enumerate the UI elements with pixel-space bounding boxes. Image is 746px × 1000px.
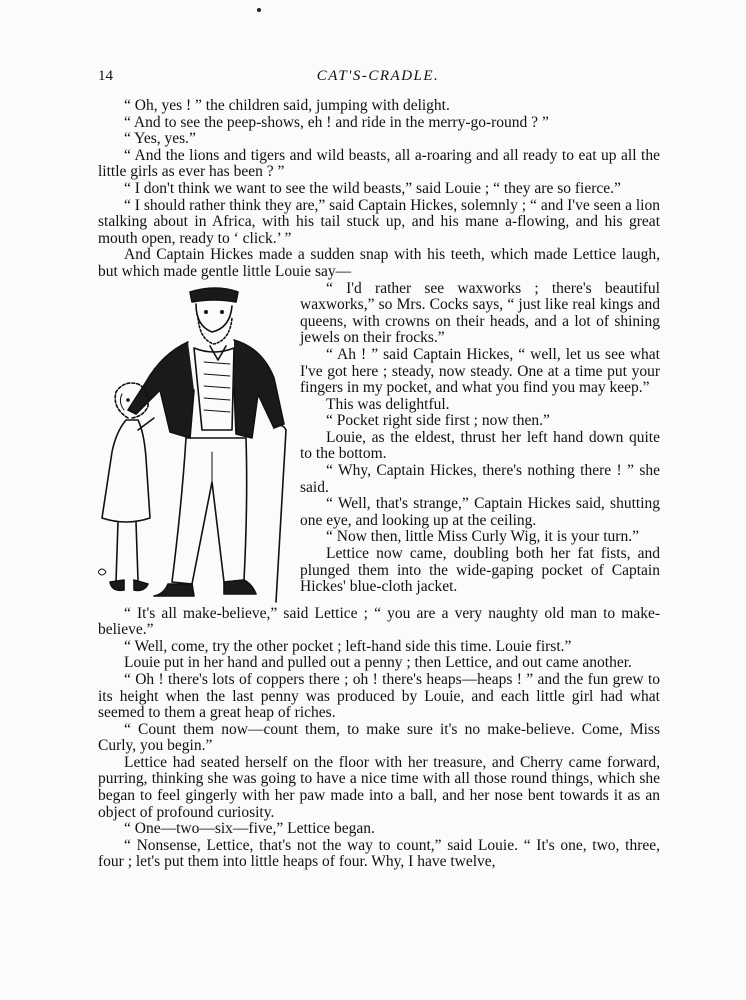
paragraph: “ Yes, yes.” [124,130,196,148]
paragraph: “ Pocket right side first ; now then.” [326,412,550,430]
paragraph: “ And to see the peep-shows, eh ! and ride in the merry-go-round ? ” [124,113,549,131]
paragraph: This was delightful. [326,395,450,413]
body-text [98,98,660,871]
paragraph: Louie, as the eldest, thrust her left hand down quite to the bottom. [300,428,660,463]
paragraph: “ Nonsense, Lettice, that's not the way to count,” said Louie. “ It's one, two, three, four ; let's put them into little heaps of four. Why, I have twelve, [98,836,660,871]
paragraph: “ Why, Captain Hickes, there's nothing there ! ” she said. [300,462,660,496]
running-title: CAT'S-CRADLE. [316,68,440,84]
paragraph: “ And the lions and tigers and wild beasts, all a-roaring and all ready to eat up all the little girls as ever has been ? ” [98,146,660,181]
paragraph: “ Count them now—count them, to make sure it's no make-believe. Come, Miss Curly, you begin.” [98,720,660,755]
page-header [98,68,658,88]
paragraph: Louie put in her hand and pulled out a penny ; then Lettice, and out came another. [124,654,632,672]
paragraph: Lettice had seated herself on the floor with her treasure, and Cherry came forward, purring, thinking she was going to have a nice time with all those round things, which she began to feel gingerly with her paw made into a ball, and her nose bent towards it as an object of profound curiosity. [98,753,660,821]
illustration-captain-and-child [98,282,296,606]
paragraph: And Captain Hickes made a sudden snap with his teeth, which made Lettice laugh, but which made gentle little Louie say— [98,246,660,280]
page-number: 14 [98,68,113,84]
paragraph: “ I should rather think they are,” said Captain Hickes, solemnly ; “ and I've seen a lion stalking about in Africa, with his tail stuck up, and his mane a-flowing, and his great mouth open, ready to ‘ click.’ ” [98,196,660,247]
paragraph: “ I don't think we want to see the wild beasts,” said Louie ; “ they are so fierce.” [124,179,621,197]
paragraph: Lettice now came, doubling both her fat fists, and plunged them into the wide-gaping pocket of Captain Hickes' blue-cloth jacket. [300,545,660,596]
paragraph: “ It's all make-believe,” said Lettice ; “ you are a very naughty old man to make-believe.” [98,604,660,639]
paragraph: “ Oh, yes ! ” the children said, jumping with delight. [124,97,450,114]
paragraph: “ Well, that's strange,” Captain Hickes said, shutting one eye, and looking up at the ceiling. [300,495,660,529]
paragraph: “ Well, come, try the other pocket ; left-hand side this time. Louie first.” [124,637,572,655]
paragraph: “ Oh ! there's lots of coppers there ; oh ! there's heaps—heaps ! ” and the fun grew to its height when the last penny was produced by Louie, and each little girl had what seemed to them a great heap of riches. [98,670,660,722]
paragraph: “ Now then, little Miss Curly Wig, it is your turn.” [326,528,639,546]
paragraph: “ Ah ! ” said Captain Hickes, “ well, let us see what I've got here ; steady, now steady. One at a time put your fingers in my pocket, and what you find you may keep.” [300,345,660,397]
paragraph: “ One—two—six—five,” Lettice began. [124,820,375,838]
paragraph: “ I'd rather see waxworks ; there's beautiful waxworks,” so Mrs. Cocks says, “ just like real kings and queens, with crowns on their heads, and a lot of shining jewels on their frocks.” [300,279,660,347]
ink-speck [257,8,261,12]
